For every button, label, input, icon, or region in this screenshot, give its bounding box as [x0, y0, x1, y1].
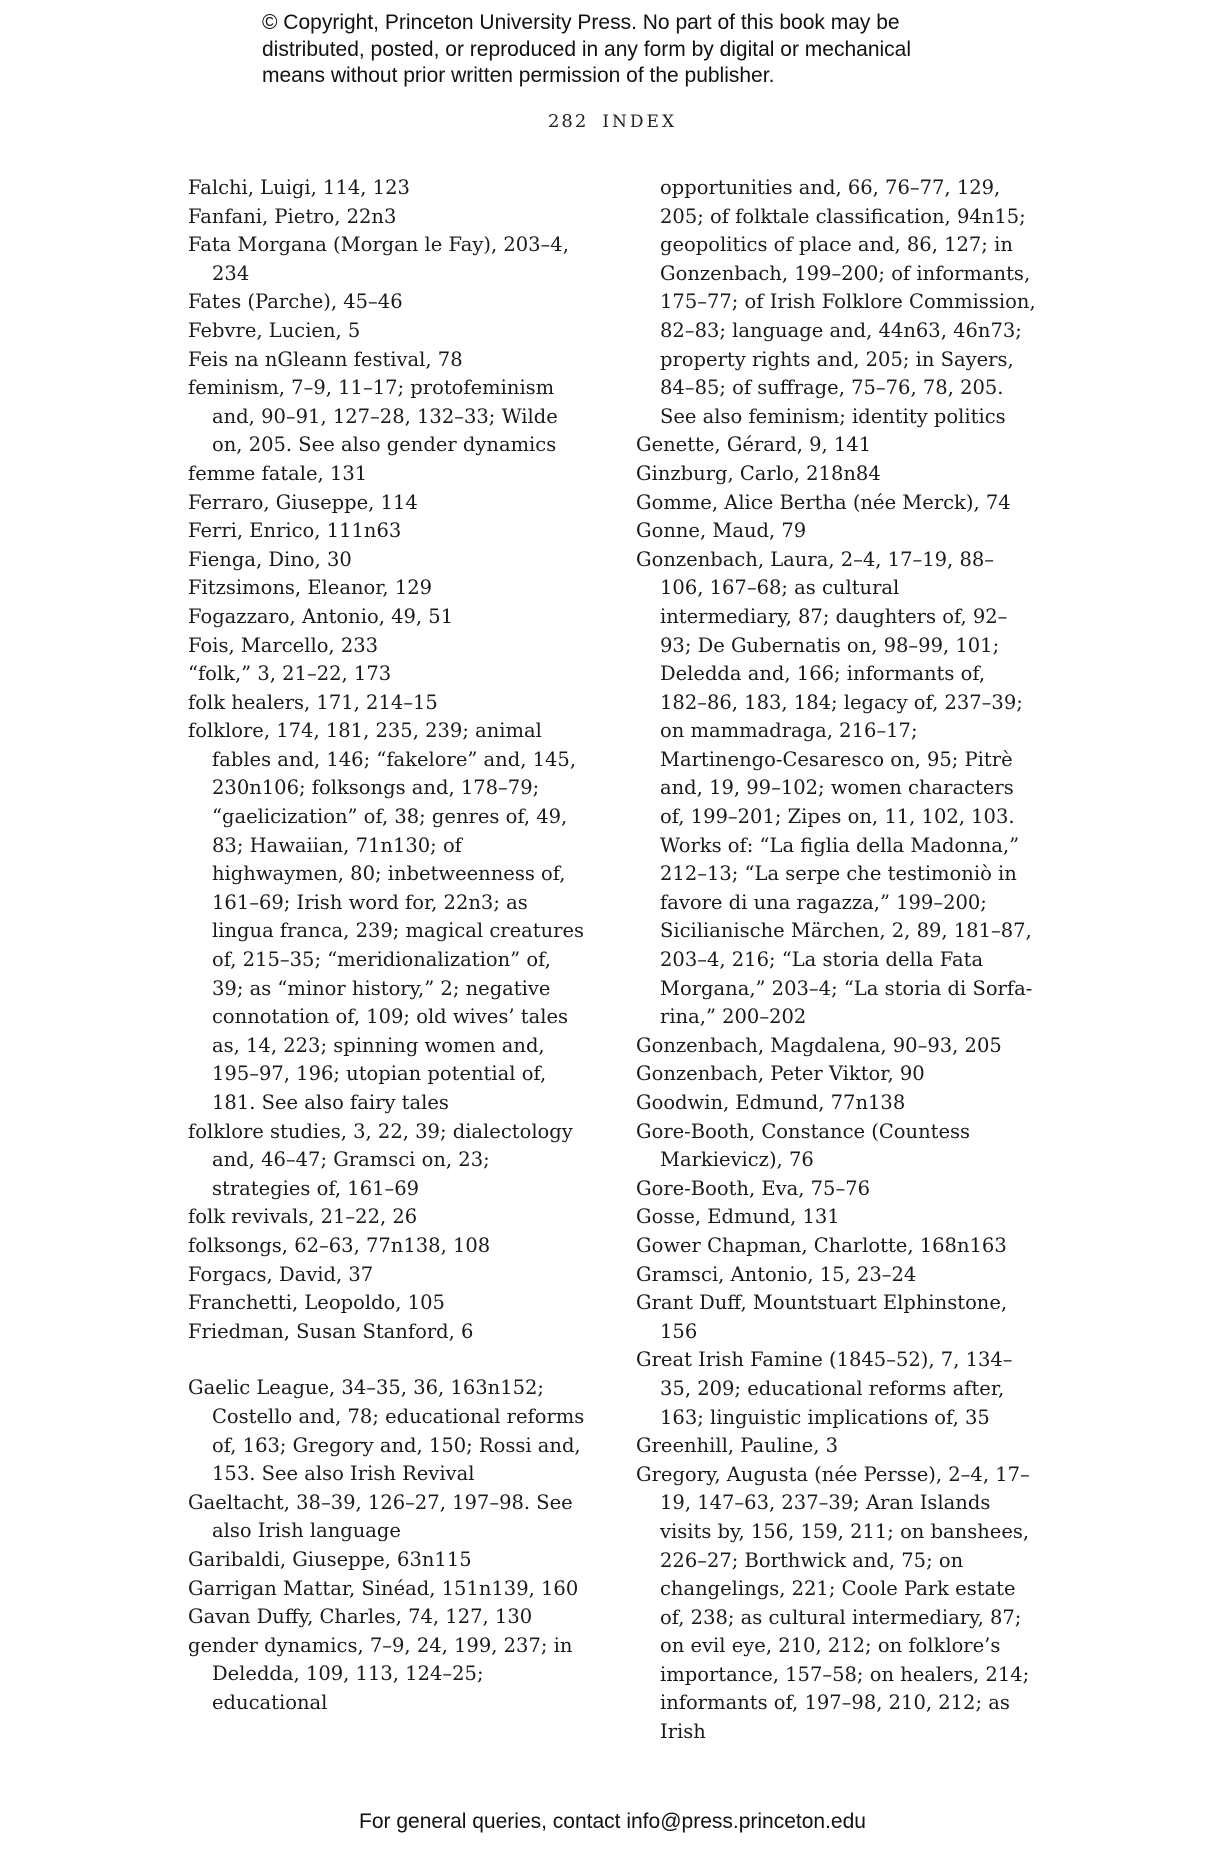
index-entry: Great Irish Famine (1845–52), 7, 134–35, 209; educational reforms after, 163; linguistic implications of, 35 — [636, 1348, 1013, 1429]
index-column-right — [636, 174, 1042, 1747]
index-entry: Gower Chapman, Charlotte, 168n163 — [636, 1233, 1007, 1257]
index-entry: folklore, 174, 181, 235, 239; animal fables and, 146; “fakelore” and, 145, 230n106; folksongs and, 178–79; “gaelicization” of, 38; genres of, 49, 83; Hawaiian, 71n130; of highwaymen, 80; inbetweenness of, 161–69; Irish word for, 22n3; as lingua franca, 239; magical creatures of, 215–35; “meridionalization” of, 39; as “minor history,” 2; negative connotation of, 109; old wives’ tales as, 14, 223; spinning women and, 195–97, 196; utopian potential of, 181. See also fairy tales — [188, 719, 591, 1114]
index-entry: Febvre, Lucien, 5 — [188, 318, 361, 342]
index-entry: Fienga, Dino, 30 — [188, 547, 352, 571]
index-entry: Fois, Marcello, 233 — [188, 633, 379, 657]
index-entry: Garibaldi, Giuseppe, 63n115 — [188, 1547, 472, 1571]
index-column-left — [188, 174, 591, 1717]
copyright-line: distributed, posted, or reproduced in any form by digital or mechanical — [262, 37, 912, 61]
index-entry: Fates (Parche), 45–46 — [188, 290, 403, 314]
index-entry: Fanfani, Pietro, 22n3 — [188, 204, 397, 228]
footer-contact: For general queries, contact info@press.princeton.edu — [359, 1810, 866, 1833]
running-head — [0, 111, 1225, 132]
index-entry: folklore studies, 3, 22, 39; dialectology and, 46–47; Gramsci on, 23; strategies of, 161–69 — [188, 1119, 580, 1200]
copyright-line: © Copyright, Princeton University Press. No part of this book may be — [262, 11, 900, 34]
copyright-notice — [262, 10, 1022, 90]
index-entry: Gavan Duffy, Charles, 74, 127, 130 — [188, 1605, 533, 1629]
index-entry: feminism, 7–9, 11–17; protofeminism and, 90–91, 127–28, 132–33; Wilde on, 205. See also gender dynamics — [188, 376, 564, 457]
index-entry: Goodwin, Edmund, 77n138 — [636, 1091, 906, 1114]
index-entry: Grant Duff, Mountstuart Elphinstone, 156 — [636, 1291, 1014, 1343]
index-entry: Gore-Booth, Eva, 75–76 — [636, 1176, 871, 1200]
index-entry: gender dynamics, 7–9, 24, 199, 237; in Deledda, 109, 113, 124–25; educational — [188, 1633, 579, 1714]
index-entry: Friedman, Susan Stanford, 6 — [188, 1319, 474, 1343]
index-entry: Genette, Gérard, 9, 141 — [636, 433, 872, 457]
index-entry: Gonzenbach, Magdalena, 90–93, 205 — [636, 1033, 1002, 1057]
index-entry: Gramsci, Antonio, 15, 23–24 — [636, 1262, 917, 1286]
index-entry: Gaeltacht, 38–39, 126–27, 197–98. See also Irish language — [188, 1490, 579, 1543]
index-entry: Gore-Booth, Constance (Countess Markievicz), 76 — [636, 1119, 977, 1172]
index-entry: folk healers, 171, 214–15 — [188, 690, 438, 714]
index-entry: Gregory, Augusta (née Persse), 2–4, 17–19, 147–63, 237–39; Aran Islands visits by, 156, 159, 211; on banshees, 226–27; Borthwick and, 75; on changelings, 221; Coole Park estate of, 238; as cultural intermediary, 87; on evil eye, 210, 212; on folklore’s importance, 157–58; on healers, 214; informants of, 197–98, 210, 212; as Irish — [636, 1462, 1036, 1744]
index-entry: opportunities and, 66, 76–77, 129, 205; of folktale classification, 94n15; geopolitics of place and, 86, 127; in Gonzenbach, 199–200; of informants, 175–77; of Irish Folklore Commission, 82–83; language and, 44n63, 46n73; property rights and, 205; in Sayers, 84–85; of suffrage, 75–76, 78, 205. See also feminism; identity politics — [660, 176, 1042, 428]
index-entry: Gomme, Alice Bertha (née Merck), 74 — [636, 490, 1011, 514]
index-entry: Fata Morgana (Morgan le Fay), 203–4, 234 — [188, 233, 576, 285]
section-title: INDEX — [602, 112, 678, 132]
page-number: 282 — [547, 111, 589, 132]
index-entry: Ginzburg, Carlo, 218n84 — [636, 461, 881, 485]
index-entry: “folk,” 3, 21–22, 173 — [188, 662, 392, 686]
index-entry: Fogazzaro, Antonio, 49, 51 — [188, 604, 454, 628]
index-entry: Ferraro, Giuseppe, 114 — [188, 490, 418, 514]
index-entry: Falchi, Luigi, 114, 123 — [188, 176, 410, 199]
index-entry: Gonzenbach, Peter Viktor, 90 — [636, 1062, 925, 1086]
index-entry: Forgacs, David, 37 — [188, 1262, 374, 1286]
index-entry: Franchetti, Leopoldo, 105 — [188, 1291, 445, 1315]
index-entry: Ferri, Enrico, 111n63 — [188, 519, 402, 543]
index-entry: Garrigan Mattar, Sinéad, 151n139, 160 — [188, 1576, 579, 1600]
copyright-line: means without prior written permission of the publisher. — [262, 64, 775, 87]
index-entry: Feis na nGleann festival, 78 — [188, 347, 463, 371]
index-entry: Gaelic League, 34–35, 36, 163n152; Costello and, 78; educational reforms of, 163; Gregory and, 150; Rossi and, 153. See also Irish Revival — [188, 1376, 591, 1486]
index-entry: folksongs, 62–63, 77n138, 108 — [188, 1233, 491, 1257]
index-entry: Fitzsimons, Eleanor, 129 — [188, 576, 433, 600]
index-entry: Gonzenbach, Laura, 2–4, 17–19, 88–106, 167–68; as cultural intermediary, 87; daughters of, 92–93; De Gubernatis on, 98–99, 101; Deledda and, 166; informants of, 182–86, 183, 184; legacy of, 237–39; on mammadraga, 216–17; Martinengo-Cesaresco on, 95; Pitrè and, 19, 99–102; women characters of, 199–201; Zipes on, 11, 102, 103. Works of: “La figlia della Madonna,” 212–13; “La serpe che testimoniò in favore di una ragazza,” 199–200; Sicilianische Märchen, 2, 89, 181–87, 203–4, 216; “La storia della Fata Morgana,” 203–4; “La storia di Sorfa-rina,” 200–202 — [636, 547, 1038, 1029]
index-entry: femme fatale, 131 — [188, 461, 368, 485]
index-entry: Gonne, Maud, 79 — [636, 519, 807, 543]
index-entry: Gosse, Edmund, 131 — [636, 1205, 840, 1229]
index-entry: folk revivals, 21–22, 26 — [188, 1205, 418, 1229]
index-entry: Greenhill, Pauline, 3 — [636, 1434, 839, 1458]
